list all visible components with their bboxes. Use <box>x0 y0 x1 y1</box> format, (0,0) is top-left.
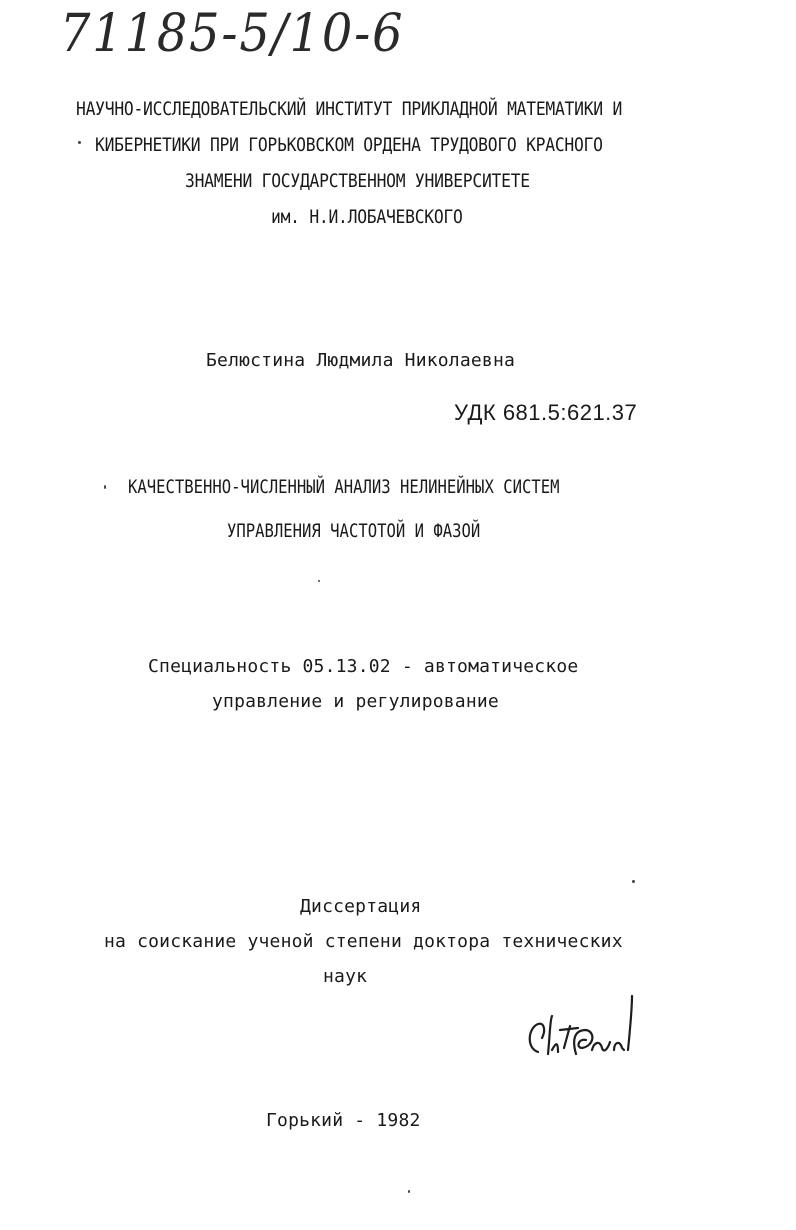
degree-line: на соискание ученой степени доктора технических <box>104 931 623 952</box>
degree-line-end: наук <box>323 966 368 987</box>
institute-line-1: НАУЧНО-ИССЛЕДОВАТЕЛЬСКИЙ ИНСТИТУТ ПРИКЛАДНОЙ МАТЕМАТИКИ И <box>76 98 623 120</box>
institute-line-3: ЗНАМЕНИ ГОСУДАРСТВЕННОМ УНИВЕРСИТЕТЕ <box>185 170 530 192</box>
specialty-line-2: управление и регулирование <box>212 691 499 712</box>
specialty-line-1: Специальность 05.13.02 - автоматическое <box>148 656 579 677</box>
dissertation-label: Диссертация <box>300 896 422 917</box>
handwritten-archive-code: 71185-5/10-6 <box>60 4 405 64</box>
scan-speck <box>78 141 81 144</box>
dissertation-title-line-1: КАЧЕСТВЕННО-ЧИСЛЕННЫЙ АНАЛИЗ НЕЛИНЕЙНЫХ СИСТЕМ <box>128 476 560 498</box>
dissertation-title-line-2: УПРАВЛЕНИЯ ЧАСТОТОЙ И ФАЗОЙ <box>227 520 481 542</box>
udk-code: УДК 681.5:621.37 <box>454 400 638 425</box>
scan-speck <box>104 485 106 489</box>
scan-speck <box>318 580 320 582</box>
scan-speck <box>632 880 635 883</box>
institute-line-4: им. Н.И.ЛОБАЧЕВСКОГО <box>271 206 463 228</box>
institute-line-2: КИБЕРНЕТИКИ ПРИ ГОРЬКОВСКОМ ОРДЕНА ТРУДОВОГО КРАСНОГО <box>95 134 603 156</box>
place-and-year: Горький - 1982 <box>266 1110 421 1131</box>
author-name: Белюстина Людмила Николаевна <box>206 350 516 371</box>
scan-speck <box>408 1190 410 1193</box>
author-signature <box>520 990 650 1070</box>
